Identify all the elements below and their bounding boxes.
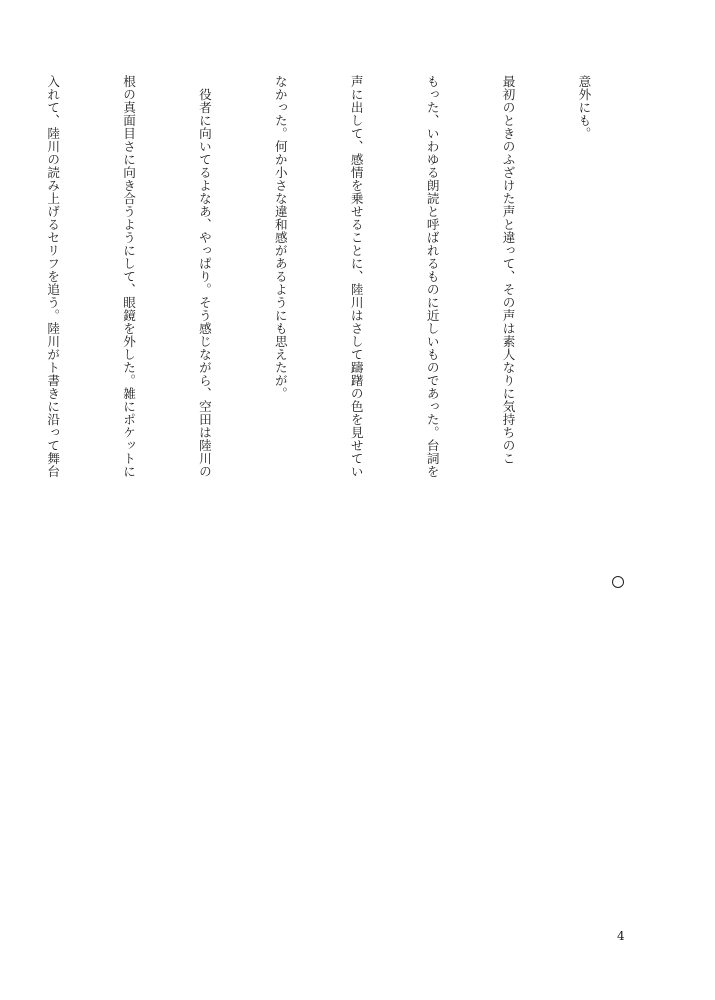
page-number: 4 <box>617 929 625 943</box>
text-line: 役者に向いてるよなあ、やっぱり。そう感じながら、空田は陸川の <box>196 75 212 478</box>
text-line: 最初のときのふざけた声と違って、その声は素人なりに気持ちのこ <box>500 75 516 465</box>
text-line: 根の真面目さに向き合うようにして、眼鏡を外した。雑にポケットに <box>121 75 137 478</box>
text-line: もった、いわゆる朗読と呼ばれるものに近しいものであった。台詞を <box>424 75 440 478</box>
text-line: なかった。何か小さな違和感があるようにも思えたが。 <box>272 75 288 400</box>
text-line: 意外にも。 <box>576 75 592 140</box>
text-line: 入れて、陸川の読み上げるセリフを追う。陸川がト書きに沿って舞台 <box>45 75 61 478</box>
scene-break-circle-icon <box>612 576 624 588</box>
body-text <box>0 75 647 500</box>
text-line: 声に出して、感情を乗せることに、陸川はさして躊躇の色を見せてい <box>348 75 364 478</box>
